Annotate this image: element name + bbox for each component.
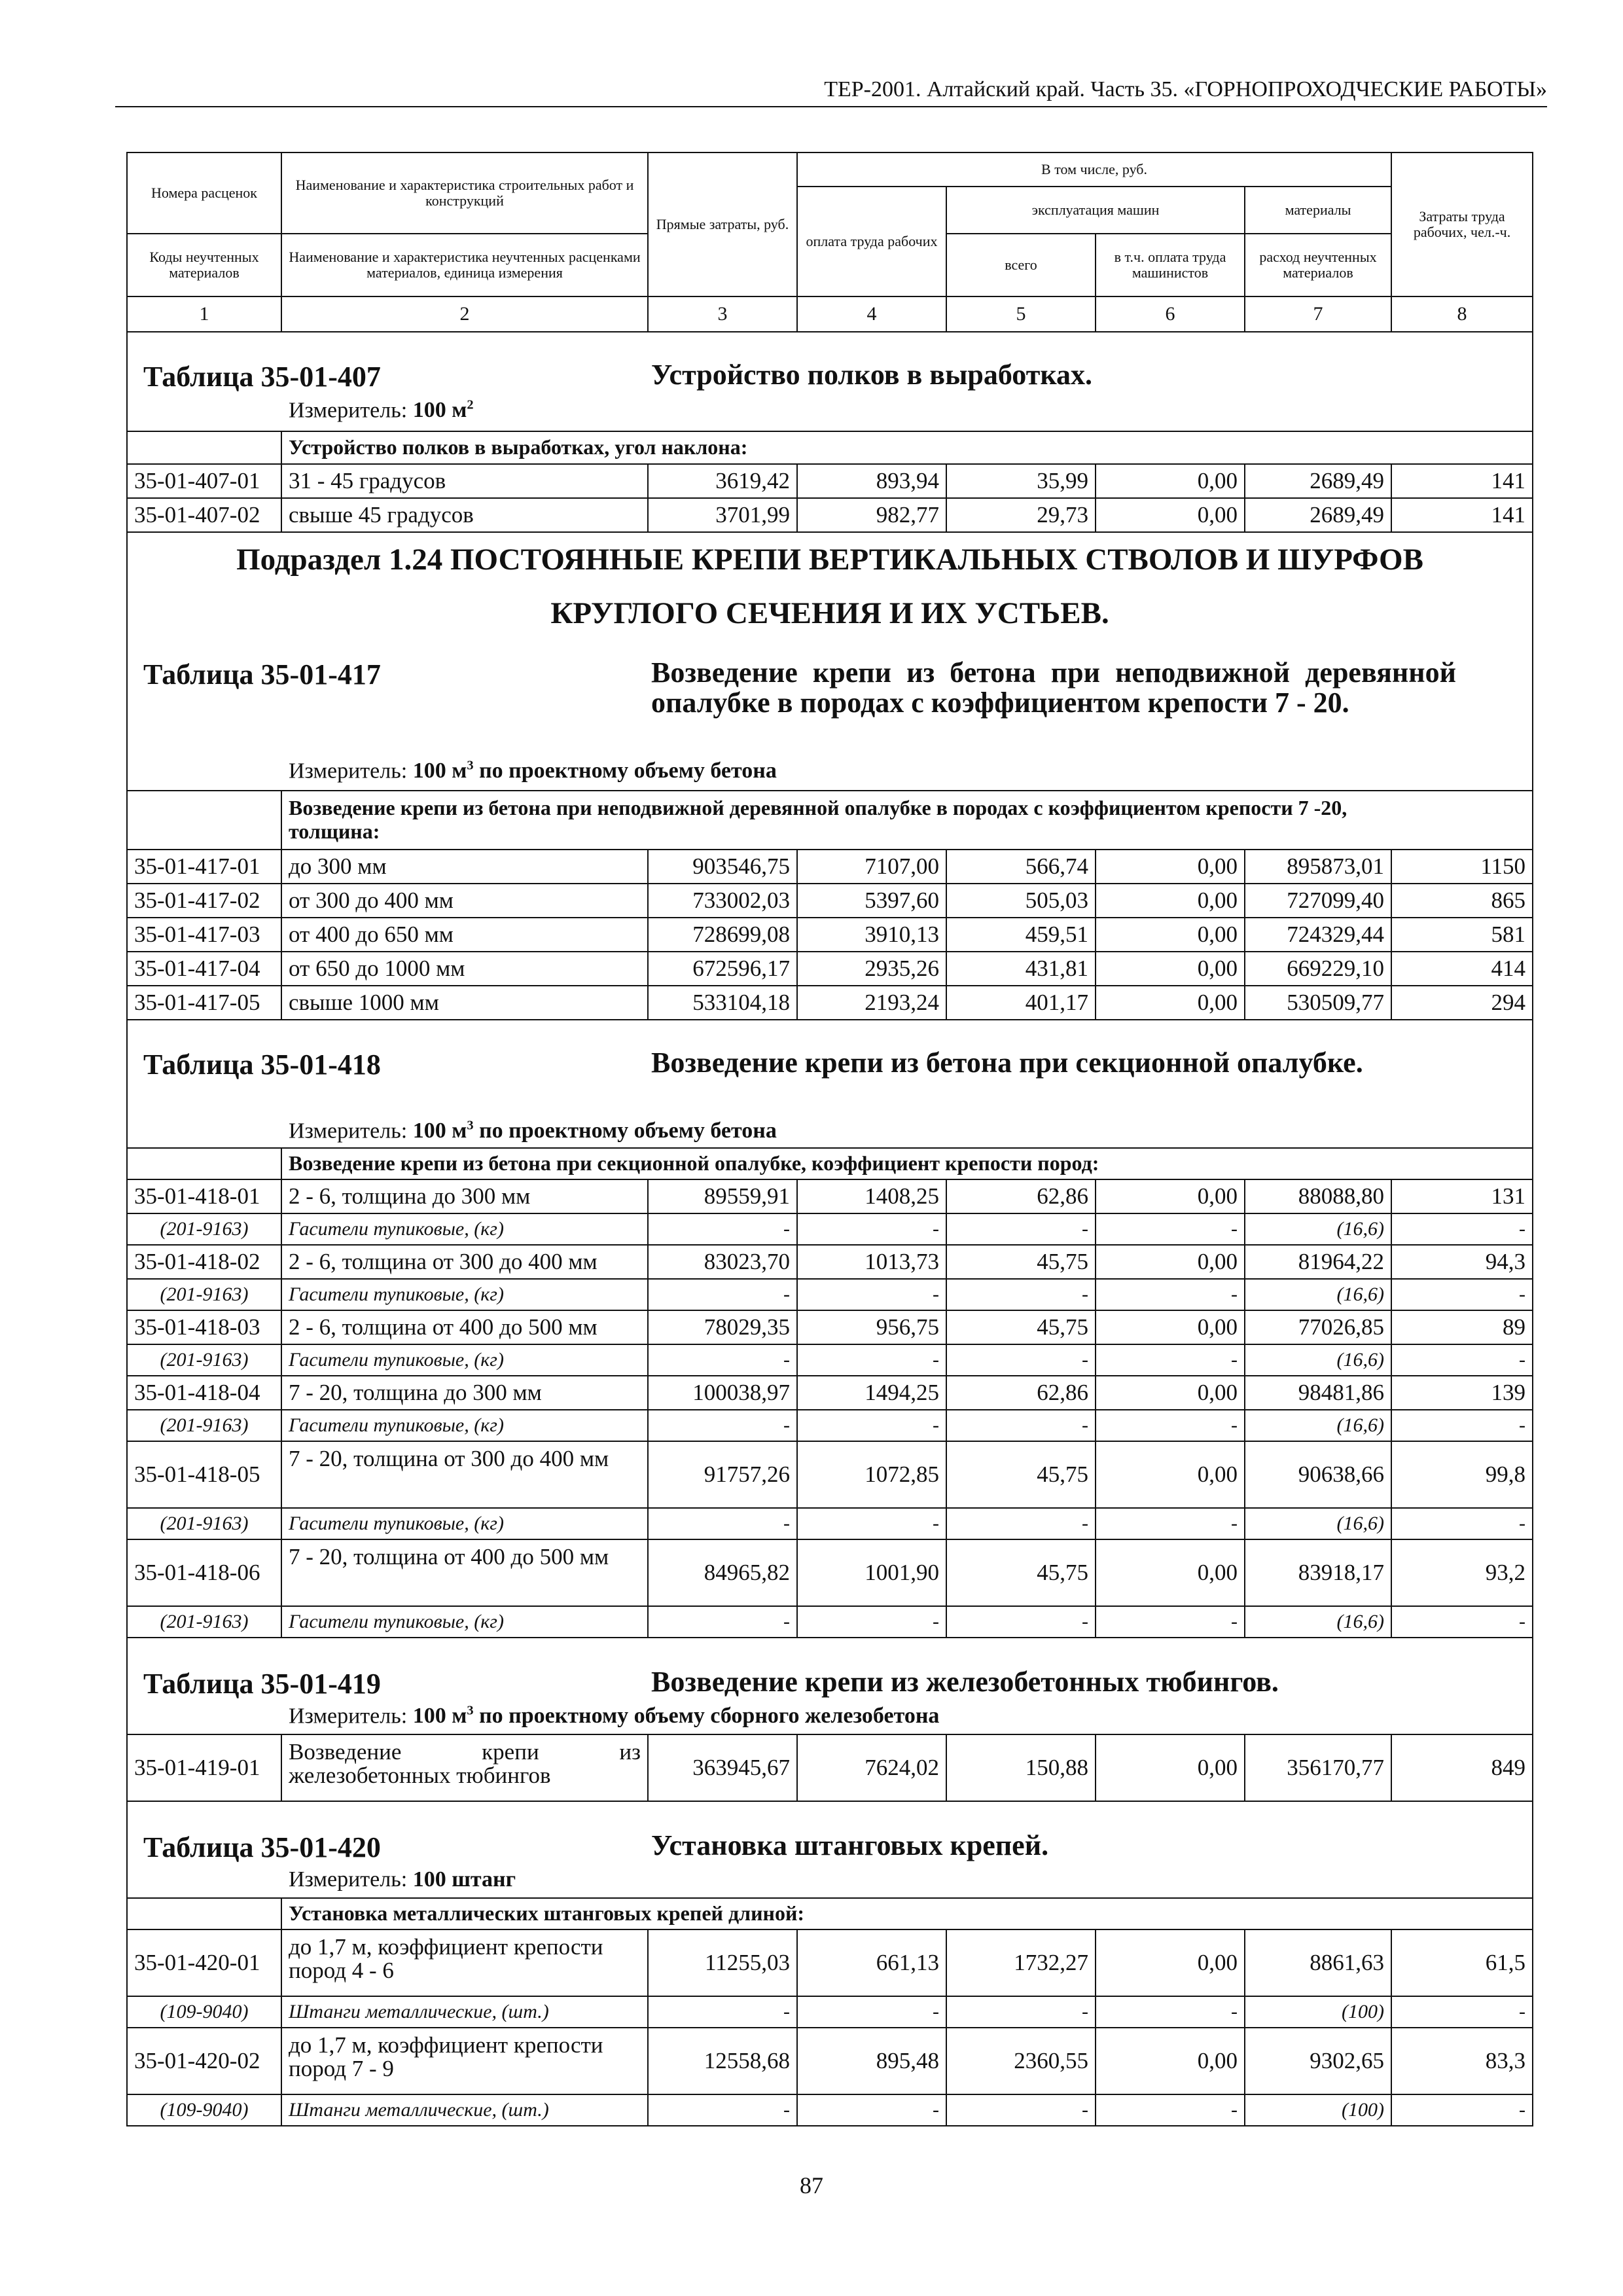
material-row: (201-9163) Гасители тупиковые, (кг) - - - - (16,6) -: [127, 1213, 1533, 1245]
table-407-heading: [127, 332, 1533, 431]
table-row: 35-01-420-01 до 1,7 м, коэффициент крепости пород 4 - 6 11255,03 661,13 1732,27 0,00 8861,63 61,5: [127, 1929, 1533, 1996]
table-row: 35-01-407-02 свыше 45 градусов 3701,99 982,77 29,73 0,00 2689,49 141: [127, 498, 1533, 532]
material-row: (201-9163) Гасители тупиковые, (кг) - - - - (16,6) -: [127, 1508, 1533, 1539]
table-row: 35-01-407-01 31 - 45 градусов 3619,42 893,94 35,99 0,00 2689,49 141: [127, 464, 1533, 498]
col-num: 3: [648, 296, 797, 332]
table-label: Таблица 35-01-418: [143, 1048, 381, 1081]
header-title: ТЕР-2001. Алтайский край. Часть 35. «ГОРНОПРОХОДЧЕСКИЕ РАБОТЫ»: [824, 77, 1547, 101]
col-rates-number: Номера расценок: [127, 152, 281, 234]
col-num: 4: [797, 296, 946, 332]
table-row: 35-01-417-04 от 650 до 1000 мм 672596,17 2935,26 431,81 0,00 669229,10 414: [127, 952, 1533, 986]
table-417-group: [127, 791, 1533, 850]
material-row: (201-9163) Гасители тупиковые, (кг) - - - - (16,6) -: [127, 1410, 1533, 1441]
table-420-heading: [127, 1801, 1533, 1898]
material-row: (201-9163) Гасители тупиковые, (кг) - - - - (16,6) -: [127, 1606, 1533, 1638]
table-title: Возведение крепи из бетона при секционной опалубке.: [651, 1046, 1363, 1079]
measurement-unit: Измеритель: 100 штанг: [289, 1867, 516, 1892]
col-num: 1: [127, 296, 281, 332]
col-num: 2: [281, 296, 648, 332]
measurement-unit: Измеритель: 100 $м^2$: [289, 398, 474, 423]
group-title: Устройство полков в выработках, угол наклона:: [281, 431, 1533, 464]
table-label: Таблица 35-01-417: [143, 658, 381, 691]
subsection-line-2: КРУГЛОГО СЕЧЕНИЯ И ИХ УСТЬЕВ.: [550, 596, 1109, 631]
table-row: 35-01-418-02 2 - 6, толщина от 300 до 400 мм 83023,70 1013,73 45,75 0,00 81964,22 94,3: [127, 1245, 1533, 1279]
subsection-heading: [127, 532, 1533, 641]
table-row: 35-01-417-05 свыше 1000 мм 533104,18 2193,24 401,17 0,00 530509,77 294: [127, 986, 1533, 1020]
table-418-heading: [127, 1020, 1533, 1148]
page-number: 87: [800, 2172, 823, 2198]
table-row: 35-01-418-03 2 - 6, толщина от 400 до 500 мм 78029,35 956,75 45,75 0,00 77026,85 89: [127, 1310, 1533, 1344]
measurement-unit: Измеритель: 100 $м^3$ по проектному объему бетона: [289, 1118, 777, 1143]
col-machinist-pay: в т.ч. оплата труда машинистов: [1096, 234, 1245, 296]
material-row: (109-9040) Штанги металлические, (шт.) - - - - (100) -: [127, 1996, 1533, 2028]
table-418-group: [127, 1148, 1533, 1179]
col-materials-unaccounted: расход неучтенных материалов: [1245, 234, 1391, 296]
col-materials-name: Наименование и характеристика неучтенных расценками материалов, единица измерения: [281, 234, 648, 296]
table-row: 35-01-418-01 2 - 6, толщина до 300 мм 89559,91 1408,25 62,86 0,00 88088,80 131: [127, 1179, 1533, 1213]
table-row: 35-01-418-05 7 - 20, толщина от 300 до 400 мм 91757,26 1072,85 45,75 0,00 90638,66 99,8: [127, 1441, 1533, 1508]
col-machines: эксплуатация машин: [946, 187, 1245, 234]
col-num: 8: [1391, 296, 1533, 332]
measurement-unit: Измеритель: 100 $м^3$ по проектному объему бетона: [289, 758, 777, 783]
table-row: 35-01-420-02 до 1,7 м, коэффициент крепости пород 7 - 9 12558,68 895,48 2360,55 0,00 9302,65 83,3: [127, 2028, 1533, 2094]
table-title: Возведение крепи из железобетонных тюбингов.: [651, 1665, 1279, 1698]
col-machines-total: всего: [946, 234, 1096, 296]
group-title: Возведение крепи из бетона при неподвижной деревянной опалубке в породах с коэффициентом крепости 7 -20, толщина:: [281, 791, 1533, 850]
group-title: Установка металлических штанговых крепей длиной:: [281, 1898, 1533, 1929]
col-direct-costs: Прямые затраты, руб.: [648, 152, 797, 296]
table-417-heading: [127, 641, 1533, 791]
group-title: Возведение крепи из бетона при секционной опалубке, коэффициент крепости пород:: [281, 1148, 1533, 1179]
table-row: 35-01-418-06 7 - 20, толщина от 400 до 500 мм 84965,82 1001,90 45,75 0,00 83918,17 93,2: [127, 1539, 1533, 1606]
col-labor: Затраты труда рабочих, чел.-ч.: [1391, 152, 1533, 296]
col-worker-pay: оплата труда рабочих: [797, 187, 946, 296]
table-title: Устройство полков в выработках.: [651, 359, 1093, 391]
table-row: 35-01-419-01 Возведение крепи из железобетонных тюбингов 363945,67 7624,02 150,88 0,00 356170,77 849: [127, 1734, 1533, 1801]
table-407-group: [127, 431, 1533, 464]
col-num: 6: [1096, 296, 1245, 332]
col-including: В том числе, руб.: [797, 152, 1391, 187]
table-label: Таблица 35-01-419: [143, 1667, 381, 1700]
price-table: [126, 152, 1533, 2126]
header-row-1: [127, 152, 1533, 187]
table-title: Возведение крепи из бетона при неподвижной деревянной опалубке в породах с коэффициентом крепости 7 - 20.: [651, 656, 1456, 719]
table-label: Таблица 35-01-407: [143, 361, 381, 393]
table-419-heading: [127, 1638, 1533, 1734]
subsection-line-1: Подраздел 1.24 ПОСТОЯННЫЕ КРЕПИ ВЕРТИКАЛЬНЫХ СТВОЛОВ И ШУРФОВ: [236, 543, 1423, 577]
material-row: (109-9040) Штанги металлические, (шт.) - - - - (100) -: [127, 2094, 1533, 2126]
table-420-group: [127, 1898, 1533, 1929]
table-label: Таблица 35-01-420: [143, 1831, 381, 1863]
material-row: (201-9163) Гасители тупиковые, (кг) - - - - (16,6) -: [127, 1279, 1533, 1310]
table-row: 35-01-418-04 7 - 20, толщина до 300 мм 100038,97 1494,25 62,86 0,00 98481,86 139: [127, 1376, 1533, 1410]
table-row: 35-01-417-03 от 400 до 650 мм 728699,08 3910,13 459,51 0,00 724329,44 581: [127, 918, 1533, 952]
col-materials: материалы: [1245, 187, 1391, 234]
column-numbers-row: [127, 296, 1533, 332]
table-title: Установка штанговых крепей.: [651, 1829, 1049, 1861]
col-codes: Коды неучтенных материалов: [127, 234, 281, 296]
table-row: 35-01-417-01 до 300 мм 903546,75 7107,00 566,74 0,00 895873,01 1150: [127, 850, 1533, 884]
col-work-name: Наименование и характеристика строительных работ и конструкций: [281, 152, 648, 234]
price-table-container: [126, 152, 1532, 2126]
col-num: 7: [1245, 296, 1391, 332]
measurement-unit: Измеритель: 100 $м^3$ по проектному объему сборного железобетона: [289, 1703, 940, 1728]
table-row: 35-01-417-02 от 300 до 400 мм 733002,03 5397,60 505,03 0,00 727099,40 865: [127, 884, 1533, 918]
material-row: (201-9163) Гасители тупиковые, (кг) - - - - (16,6) -: [127, 1344, 1533, 1376]
col-num: 5: [946, 296, 1096, 332]
page-header: [115, 65, 1547, 107]
